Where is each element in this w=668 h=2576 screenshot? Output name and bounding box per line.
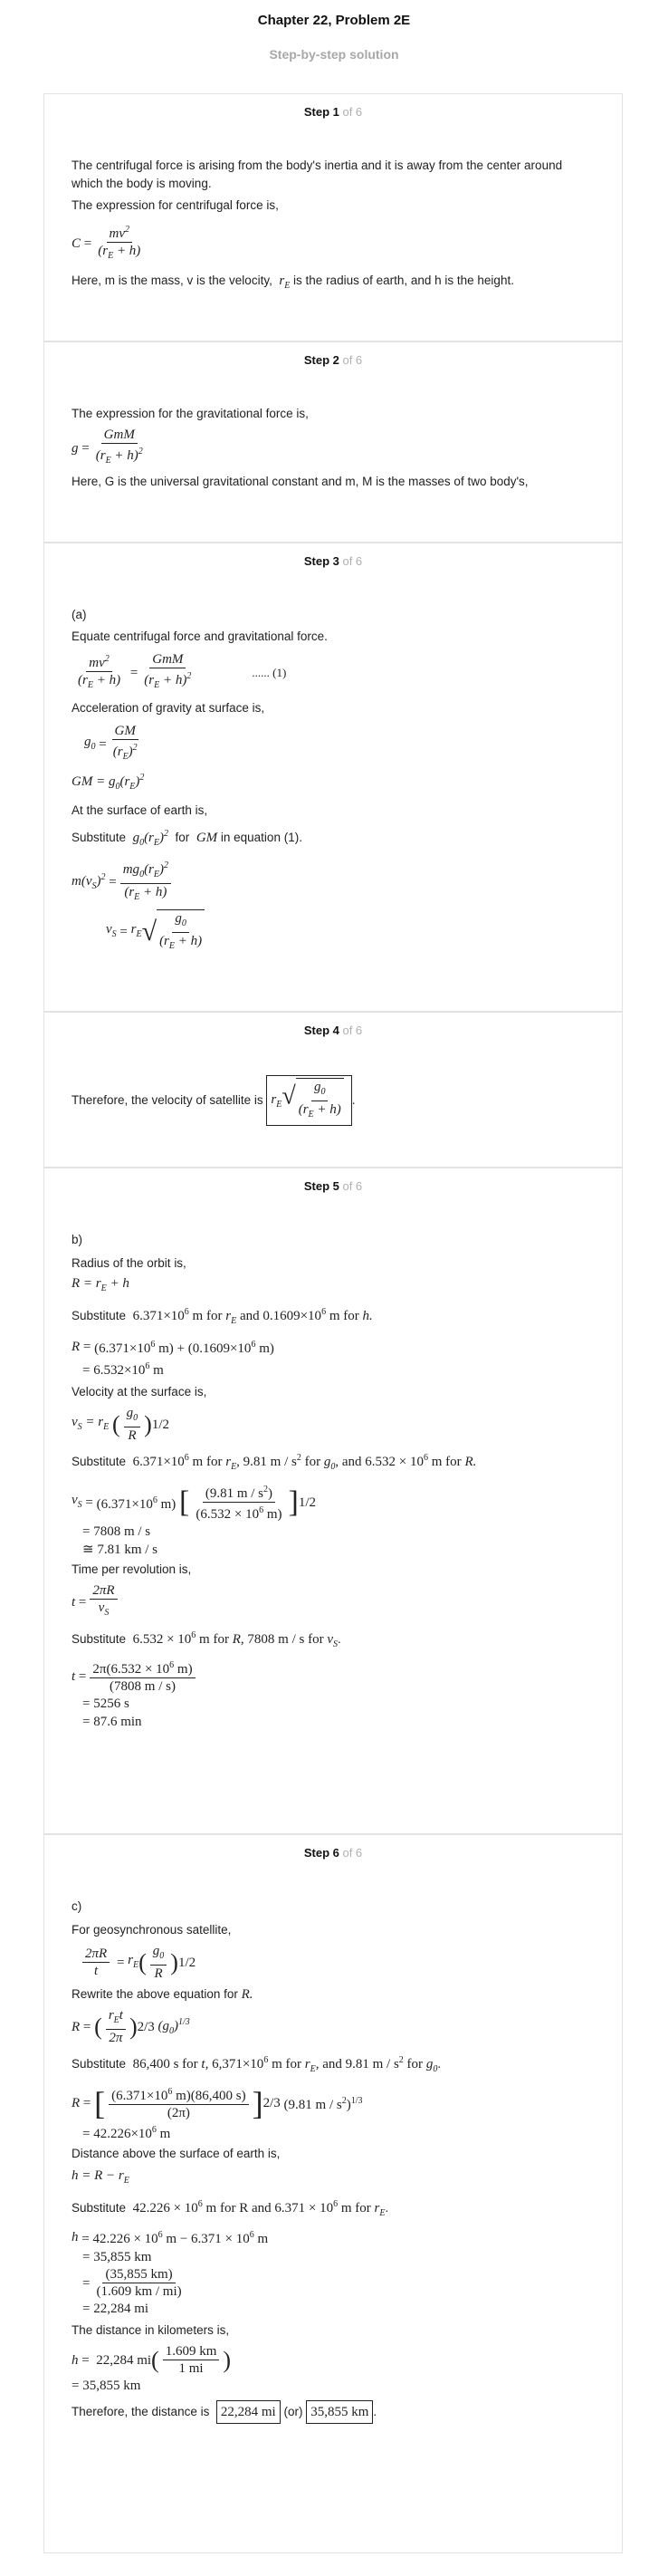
paragraph: Substitute $6.371\times 10^6$ m for $r_E$ and $0.1609\times 10^6$ m for h. xyxy=(72,1307,373,1326)
equation: t = $\frac{2\pi R}{v_S}$ xyxy=(72,1582,595,1621)
equation: g = $\frac{\text{GmM}}{(r_E + h)^2}$ xyxy=(72,428,143,466)
answer-box-km: 35,855 km xyxy=(306,2400,373,2424)
equation: $\frac{mv^2}{(r_E + h)}$ = $\frac{\text{GmM}}{(r_E + h)^2}$ ...... (1) xyxy=(78,652,287,690)
step-card-3 xyxy=(43,543,623,1012)
equation: $v_S = r_E$ ( $\frac{g_0}{R}$ ) 1/2 xyxy=(72,1406,170,1443)
paragraph: Here, m is the mass, v is the velocity, $r_E$ is the radius of earth, and h is the height. xyxy=(72,274,514,291)
step-header: Step 6 of 6 xyxy=(303,1846,363,1860)
result: = 87.6 min xyxy=(82,1715,142,1729)
equation: $\frac{2\pi R}{t}$ = $r_E$ ( $\frac{g_0}{R}$ ) 1/2 xyxy=(79,1943,595,1982)
paragraph: Acceleration of gravity at surface is, xyxy=(72,701,265,715)
equation: h = 22,284 mi ( $\frac{1.609 km}{1 mi}$ ) xyxy=(72,2344,232,2376)
paragraph: Substitute $6.532 \times 10^6$ m for R, 7808 m / s for $v_S$. xyxy=(72,1630,341,1649)
paragraph: Distance above the surface of earth is, xyxy=(72,2147,281,2160)
equation: $g_0$ = $\frac{GM}{(r_E)^2}$ xyxy=(84,724,138,762)
equation: $v_S$ = ($6.371\times 10^6$ m) [ $\frac{(9.81 m / s^2)}{(6.532 \times 10^6 m)}$ ] 1/2 xyxy=(72,1482,595,1523)
step-card-2 xyxy=(43,341,623,543)
paragraph: Rewrite the above equation for R. xyxy=(72,1987,253,2002)
step-card-1 xyxy=(43,93,623,341)
page-subtitle: Step-by-step solution xyxy=(269,47,399,62)
paragraph: Time per revolution is, xyxy=(72,1562,192,1576)
step-card-4 xyxy=(43,1012,623,1168)
result: = 35,855 km xyxy=(82,2250,152,2264)
step-header: Step 2 of 6 xyxy=(303,353,363,367)
step-header: Step 4 of 6 xyxy=(303,1024,363,1037)
paragraph: Equate centrifugal force and gravitational force. xyxy=(72,630,328,643)
part-label: c) xyxy=(72,1899,82,1913)
result: = 7808 m / s xyxy=(82,1524,151,1539)
page-title: Chapter 22, Problem 2E xyxy=(257,13,411,28)
equation: R = ( $\frac{r_Et}{2\pi}$ ) 2/3 $(g_0)^{1/3}$ xyxy=(72,2008,190,2045)
paragraph: The distance in kilometers is, xyxy=(72,2323,230,2337)
final-answer: Therefore, the distance is 22,284 mi (or) 35,855 km . xyxy=(72,2400,595,2424)
result: = 5256 s xyxy=(82,1697,129,1711)
answer: Therefore, the velocity of satellite is $r_E√$ $\frac{g_0}{(r_E + h)}$ . xyxy=(72,1075,595,1126)
answer-box: $r_E√$ $\frac{g_0}{(r_E + h)}$ xyxy=(266,1075,351,1126)
step-header: Step 5 of 6 xyxy=(303,1179,363,1193)
paragraph: At the surface of earth is, xyxy=(72,803,208,817)
step-card-6 xyxy=(43,1834,623,2553)
equation: GM = $g_0(r_E)^2$ xyxy=(72,773,145,792)
equation: R = [ $\frac{(6.371\times 10^6 m)(86,400 s)}{(2\pi)}$ ] 2/3 (9.81 m / $s^2)^{1/3}$ xyxy=(72,2084,363,2121)
equation: R = ($6.371\times 10^6$ $m) + (0.1609\times 10^6$ m) xyxy=(72,1340,274,1356)
result: = $\frac{(35,855 km)}{(1.609 km / mi)}$ xyxy=(82,2267,182,2299)
paragraph: Substitute $6.371\times 10^6$ m for $r_E$, 9.81 m / $s^2$ for $g_0$, and $6.532 \times 10^6$ m for R. xyxy=(72,1453,477,1472)
step-card-5 xyxy=(43,1168,623,1834)
equation: $v_S$ = $r_E$ √ $\frac{g_0}{(r_E + h)}$ xyxy=(106,909,595,955)
part-label: (a) xyxy=(72,608,87,621)
equation: C = $\frac{mv^2}{(r_E + h)}$ xyxy=(72,222,595,264)
paragraph: Substitute 86,400 s for t, $6,371\times 10^6$ m for $r_E$, and 9.81 m / $s^2$ for $g_0$. xyxy=(72,2055,442,2074)
paragraph: The centrifugal force is arising from the body's inertia and it is away from the center around which the body is moving. xyxy=(72,159,563,190)
paragraph: Here, G is the universal gravitational constant and m, M is the masses of two body's, xyxy=(72,475,529,488)
result: = 22,284 mi xyxy=(82,2302,149,2316)
result: = $42.226\times 10^6$ m xyxy=(82,2125,171,2141)
paragraph: The expression for the gravitational force is, xyxy=(72,407,309,420)
paragraph: Substitute $42.226 \times 10^6$ m for R and $6.371 \times 10^6$ m for $r_E$. xyxy=(72,2199,389,2218)
result: = 35,855 km xyxy=(72,2379,141,2393)
equation: $m(v_S)^2$ = $\frac{mg_0(r_E)^2}{(r_E + h)}$ xyxy=(72,858,595,906)
step-header: Step 1 of 6 xyxy=(303,105,363,119)
step-header: Step 3 of 6 xyxy=(303,554,363,568)
result: ≅ 7.81 km / s xyxy=(82,1543,157,1557)
paragraph: For geosynchronous satellite, xyxy=(72,1923,232,1937)
equation: h = $42.226 \times 10^6$ $m - 6.371 \times 10^6$ m xyxy=(72,2230,269,2246)
paragraph: The expression for centrifugal force is, xyxy=(72,198,279,212)
equation: $h = R - r_E$ xyxy=(72,2168,129,2186)
answer-box-miles: 22,284 mi xyxy=(216,2400,281,2424)
result: = $6.532\times 10^6$ m xyxy=(82,1361,164,1378)
part-label: b) xyxy=(72,1233,83,1246)
paragraph: Velocity at the surface is, xyxy=(72,1385,207,1399)
paragraph: Radius of the orbit is, xyxy=(72,1256,186,1270)
equation: t = $\frac{2\pi(6.532 \times 10^6 m)}{(7808 m / s)}$ xyxy=(72,1658,595,1695)
equation: $R = r_E + h$ xyxy=(72,1276,129,1293)
paragraph: Substitute $g_0(r_E)^2$ for GM in equation (1). xyxy=(72,829,302,848)
